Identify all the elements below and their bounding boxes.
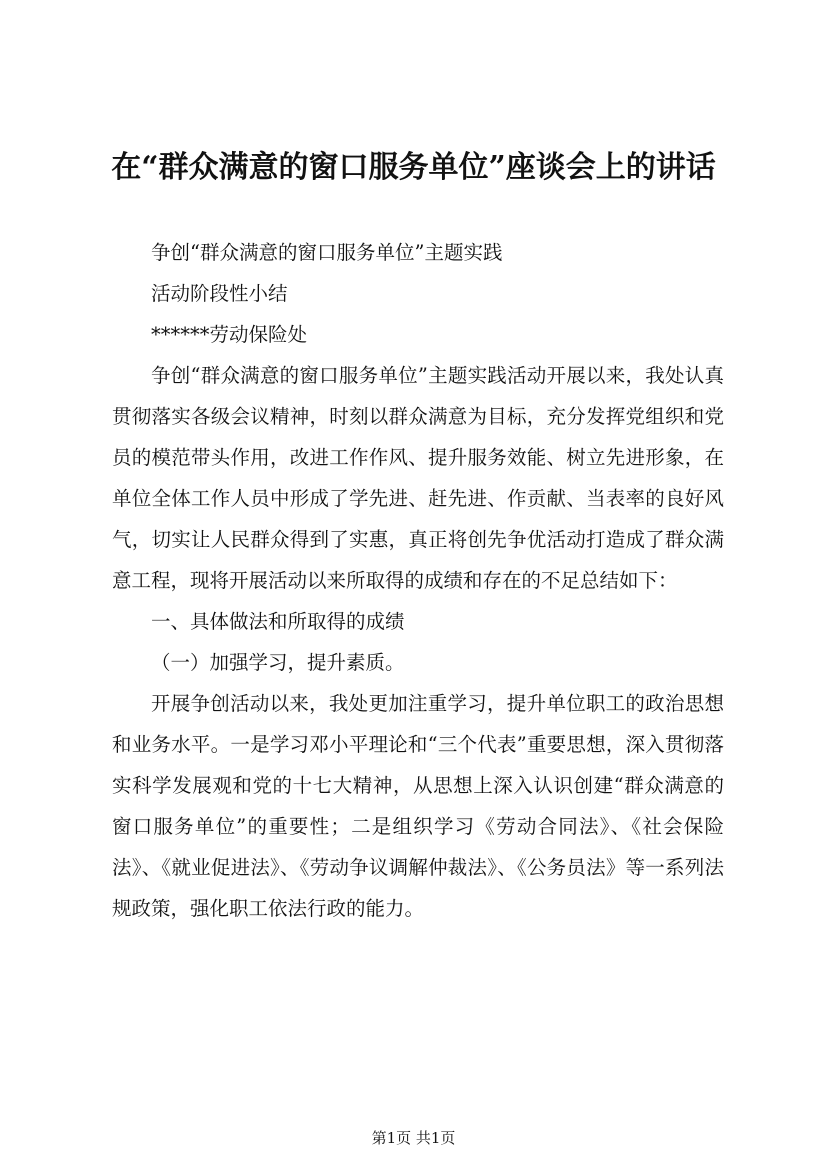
section-heading-1: 一、具体做法和所取得的成绩 — [151, 610, 405, 633]
subsection-heading-1: （一）加强学习，提升素质。 — [151, 651, 405, 674]
page-footer: 第1页 共1页 — [371, 1129, 456, 1147]
document-body — [112, 232, 724, 929]
study-paragraph: 开展争创活动以来，我处更加注重学习，提升单位职工的政治思想和业务水平。一是学习邓小平理论和“三个代表”重要思想，深入贯彻落实科学发展观和党的十七大精神，从思想上深入认识创建“群众满意的窗口服务单位”的重要性；二是组织学习《劳动合同法》、《社会保险法》、《就业促进法》、《劳动争议调解仲裁法》、《公务员法》等一系列法规政策，强化职工依法行政的能力。 — [112, 692, 724, 920]
subtitle-line-1: 争创“群众满意的窗口服务单位”主题实践 — [151, 241, 503, 264]
document-title: 在“群众满意的窗口服务单位”座谈会上的讲话 — [111, 150, 716, 185]
intro-paragraph: 争创“群众满意的窗口服务单位”主题实践活动开展以来，我处认真贯彻落实各级会议精神，时刻以群众满意为目标，充分发挥党组织和党员的模范带头作用，改进工作作风、提升服务效能、树立先进形象，在单位全体工作人员中形成了学先进、赶先进、作贡献、当表率的良好风气，切实让人民群众得到了实惠，真正将创先争优活动打造成了群众满意工程，现将开展活动以来所取得的成绩和存在的不足总结如下： — [112, 364, 724, 592]
author-line: ******劳动保险处 — [151, 323, 308, 346]
subtitle-line-2: 活动阶段性小结 — [151, 282, 288, 305]
